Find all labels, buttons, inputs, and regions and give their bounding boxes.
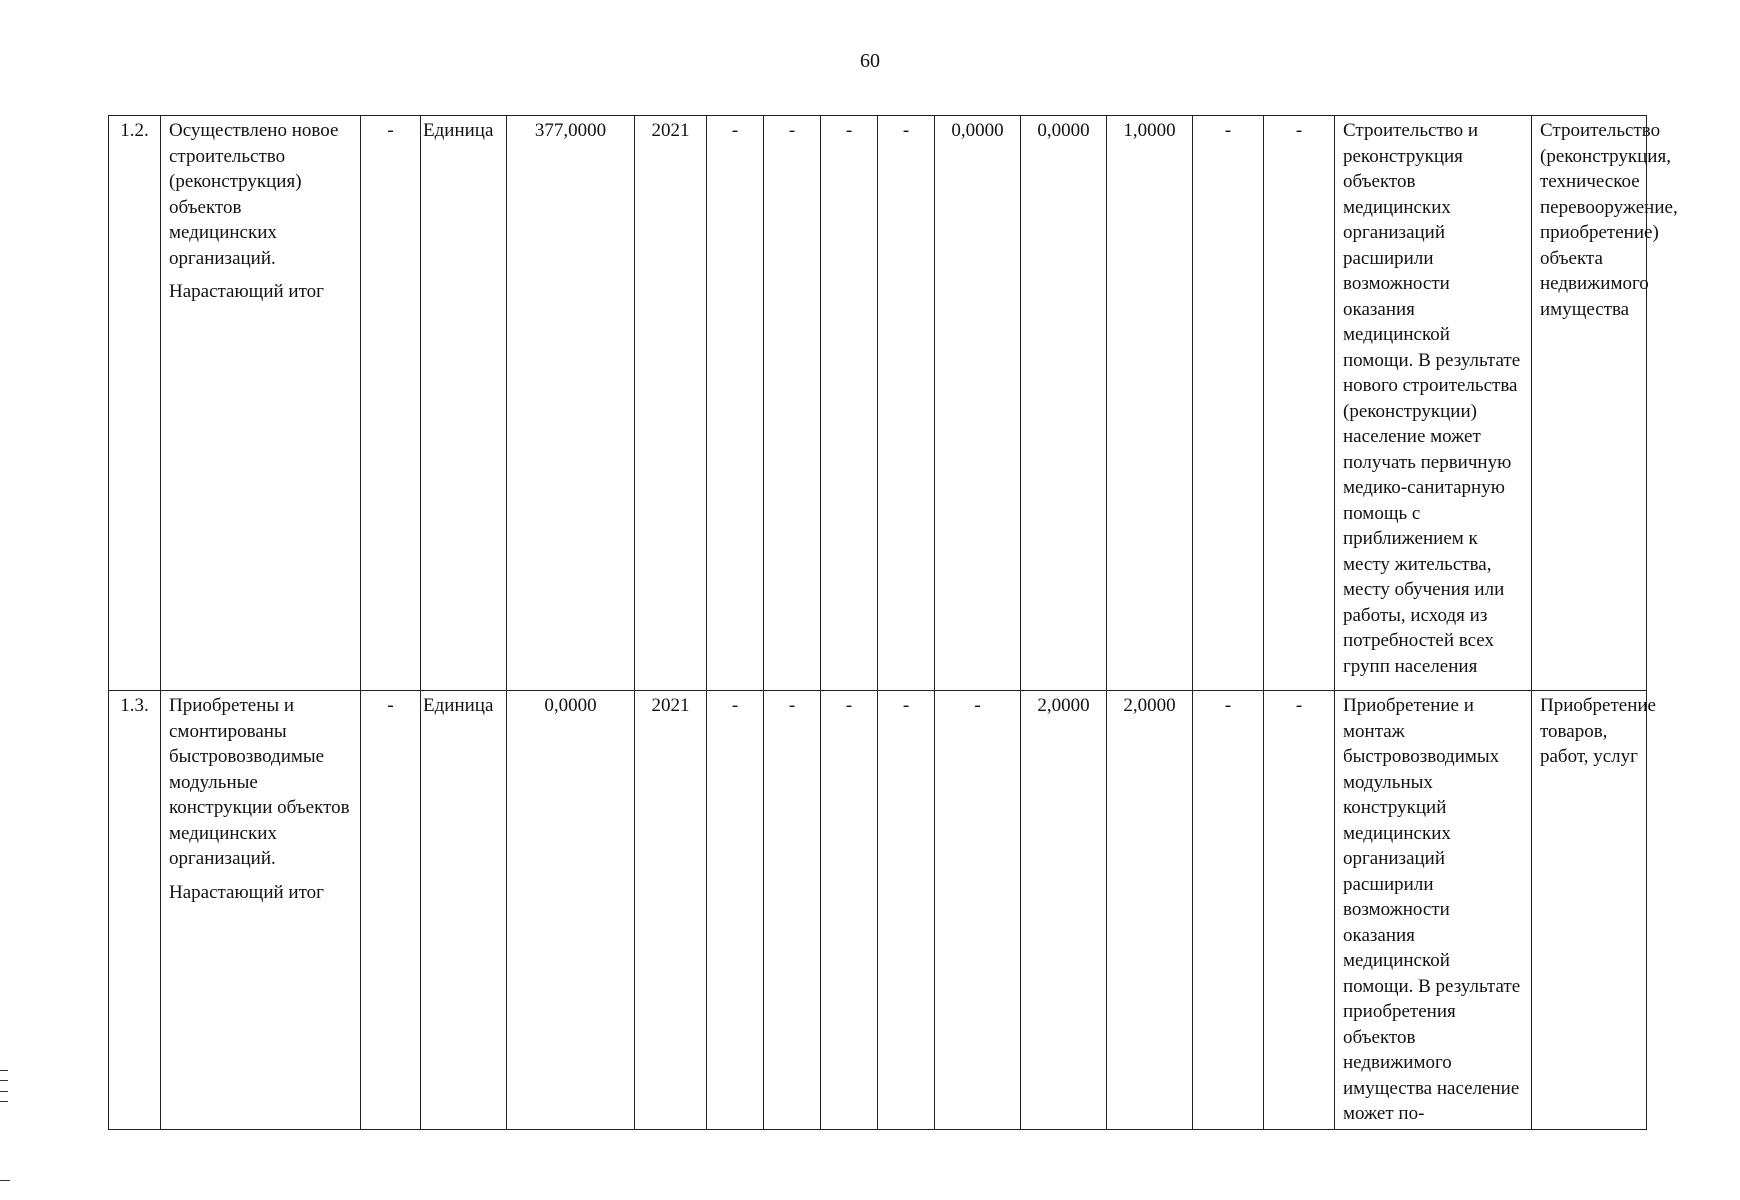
indicator-subname: Нарастающий итог [169,281,324,302]
page-number: 60 [860,50,880,72]
base-value-cell: 377,0000 [507,116,635,691]
value-cell: - [821,116,878,691]
value-cell: - [764,691,821,1130]
cell-dash: - [361,691,421,1130]
value-cell: - [821,691,878,1130]
unit-cell: Единица [421,116,507,691]
value-cell: - [1264,691,1335,1130]
base-value-cell: 0,0000 [507,691,635,1130]
base-year-cell: 2021 [635,691,707,1130]
value-cell: - [764,116,821,691]
value-cell: - [935,691,1021,1130]
base-year-cell: 2021 [635,116,707,691]
indicator-name-cell [161,691,361,1130]
indicator-name-cell [161,116,361,691]
value-cell: - [878,691,935,1130]
value-cell: - [1193,691,1264,1130]
table-row [109,116,1647,691]
indicator-name: Приобретены и смонтированы быстровозводимые модульные конструкции объектов медицинских организаций. [169,695,350,869]
unit-cell: Единица [421,691,507,1130]
cell-dash: - [361,116,421,691]
indicator-subname: Нарастающий итог [169,881,324,903]
value-cell: - [707,691,764,1130]
value-cell: 1,0000 [1107,116,1193,691]
indicators-table [108,115,1678,1130]
value-cell: 2,0000 [1021,691,1107,1130]
value-cell: 0,0000 [935,116,1021,691]
indicator-name: Осуществлено новое строительство (реконструкция) объектов медицинских организаций. [169,120,339,269]
description-cell: Приобретение и монтаж быстровозводимых модульных конструкций медицинских организаций расширили возможности оказания медицинской помощи. В результате приобретения объектов недвижимого имущества население может по- [1335,691,1532,1130]
binding-margin-mark [0,1070,8,1102]
value-cell: - [878,116,935,691]
object-type-cell: Строительство (реконструкция, техническое перевооружение, приобретение) объекта недвижимого имущества [1532,116,1647,691]
value-cell: 2,0000 [1107,691,1193,1130]
row-number: 1.2. [109,116,161,691]
value-cell: 0,0000 [1021,116,1107,691]
value-cell: - [707,116,764,691]
margin-dash [0,1180,10,1181]
description-cell: Строительство и реконструкция объектов медицинских организаций расширили возможности оказания медицинской помощи. В результате нового строительства (реконструкции) население может получать первичную медико-санитарную помощь с приближением к месту жительства, месту обучения или работы, исходя из потребностей всех групп населения [1335,116,1532,691]
table-row [109,691,1647,1130]
object-type-cell: Приобретение товаров, работ, услуг [1532,691,1647,1130]
value-cell: - [1264,116,1335,691]
value-cell: - [1193,116,1264,691]
row-number: 1.3. [109,691,161,1130]
